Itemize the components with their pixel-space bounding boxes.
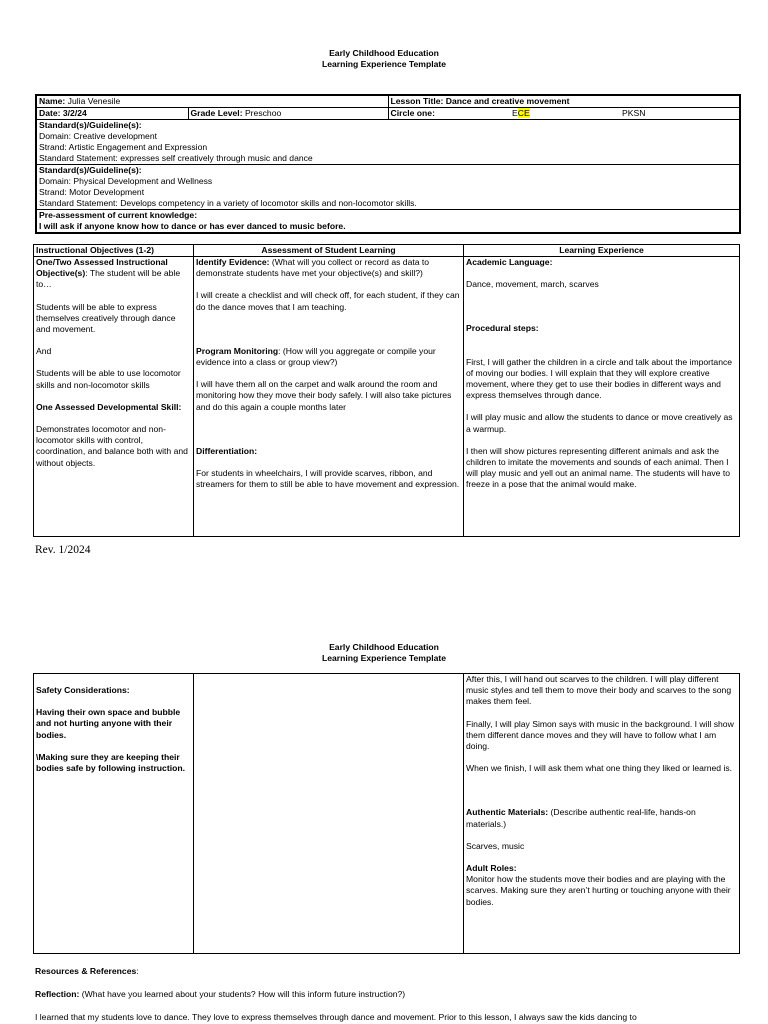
objective-1: Students will be able to express themselves creatively through dance and movement.: [36, 301, 176, 335]
lesson-date: 3/2/24: [62, 108, 87, 118]
procedural-step-2: I will play music and allow the students to dance or move creatively as a warmup.: [466, 412, 733, 434]
name-label: Name:: [39, 96, 66, 106]
learning-plan-header-row: [34, 245, 740, 257]
continuation-table: [33, 673, 740, 954]
assessment-column-header: Assessment of Student Learning: [194, 245, 464, 257]
experience-continuation-cell: [464, 674, 740, 954]
academic-language-text: Dance, movement, march, scarves: [466, 279, 599, 290]
reflection-text: I learned that my students love to dance. They love to express themselves through dance and movement. Prior to this lesson, I always saw the kids dancing to: [35, 1012, 637, 1022]
learning-plan-table: [33, 244, 740, 537]
objective-2: Students will be able to use locomotor skills and non-locomotor skills: [36, 368, 181, 390]
standard-1-strand: Strand: Artistic Engagement and Expression: [39, 142, 208, 152]
standard-2-domain: Domain: Physical Development and Wellness: [39, 176, 213, 186]
objectives-column-header: Instructional Objectives (1-2): [34, 245, 194, 257]
procedural-step-6: When we finish, I will ask them what one thing they liked or learned is.: [466, 763, 733, 774]
safety-item-2: \Making sure they are keeping their bodies safe by following instruction.: [36, 751, 185, 774]
monitoring-prompt: Program Monitoring: (How will you aggregate or compile your evidence into a class or group view?): [196, 345, 436, 368]
lesson-info-table: [35, 94, 741, 234]
reflection-prompt: Reflection: (What have you learned about your students? How will this inform future instruction?): [35, 989, 406, 999]
safety-cell: [34, 674, 194, 954]
procedural-step-5: Finally, I will play Simon says with music in the background. I will show them different dance moves and they will have to follow what I am doing.: [466, 718, 734, 752]
grade-level: Preschoo: [244, 108, 282, 118]
monitoring-text: I will have them all on the carpet and walk around the room and monitoring how they move their body safely. I will also take pictures and do this again a couple months later: [196, 379, 452, 412]
preassessment-cell: [36, 210, 740, 234]
circle-option-ece: ECE: [512, 108, 530, 118]
objectives-cell: [34, 257, 194, 537]
standard-2-row: [36, 165, 740, 210]
highlight-mark: CE: [517, 108, 530, 118]
info-row-name: [36, 95, 740, 108]
header-template-title: Learning Experience Template: [321, 59, 446, 69]
lesson-title-label: Lesson Title:: [390, 96, 444, 106]
authentic-materials-text: Scarves, music: [466, 840, 525, 851]
info-row-date: [36, 108, 740, 120]
adult-roles-label: Adult Roles:: [466, 863, 517, 874]
developmental-skill-text: Demonstrates locomotor and non-locomotor skills with control, coordination, and balance both with and without objects.: [36, 424, 188, 468]
revision-note: Rev. 1/2024: [35, 544, 91, 556]
standard-1-row: [36, 120, 740, 165]
safety-label: Safety Considerations:: [36, 685, 130, 695]
date-cell: [36, 108, 188, 120]
differentiation-text: For students in wheelchairs, I will provide scarves, ribbon, and streamers for them to still be able to have movement and expression.: [196, 468, 460, 490]
date-label: Date:: [39, 108, 61, 118]
teacher-name: Julia Venesile: [67, 96, 121, 106]
procedural-steps-label: Procedural steps:: [466, 323, 539, 334]
preassessment-text: I will ask if anyone know how to dance or has ever danced to music before.: [39, 221, 346, 231]
adult-roles-text: Monitor how the students move their bodies and are playing with the scarves. Making sure they aren’t hurting or touching anyone with their bodies.: [466, 874, 731, 907]
procedural-step-3: I then will show pictures representing different animals and ask the children to imitate the movements and sounds of each animal. Then I will play music and yell out an animal name. The students will have to freeze in a pose that the animal would make.: [466, 445, 730, 490]
standard-1-statement: Standard Statement: expresses self creatively through music and dance: [39, 153, 313, 163]
header-org-title: Early Childhood Education: [329, 48, 439, 58]
header-org-title: Early Childhood Education: [329, 642, 439, 652]
standard-1-domain: Domain: Creative development: [39, 131, 157, 141]
continuation-row: [34, 674, 740, 954]
procedural-step-1: First, I will gather the children in a circle and talk about the importance of moving our bodies. I will explain that they will explore creative movement, where they get to use their bodies in different ways and express themselves through dance.: [466, 356, 733, 401]
standard-1-cell: [36, 120, 740, 165]
differentiation-label: Differentiation:: [196, 445, 258, 456]
assessment-cell: [194, 257, 464, 537]
standard-2-strand: Strand: Motor Development: [39, 187, 145, 197]
evidence-text: I will create a checklist and will check off, for each student, if they can do the dance moves that I am teaching.: [196, 290, 460, 312]
lesson-title: Dance and creative movement: [445, 96, 570, 106]
circle-label: Circle one:: [390, 108, 435, 118]
academic-language-label: Academic Language:: [466, 257, 553, 267]
circle-options-cell: [466, 108, 740, 120]
safety-item-1: Having their own space and bubble and not hurting anyone with their bodies.: [36, 707, 181, 740]
standard-2-label: Standard(s)/Guideline(s):: [39, 165, 142, 175]
evidence-prompt: Identify Evidence: (What will you collect or record as data to demonstrate students have met your objective(s) and skill?): [196, 257, 430, 279]
objective-heading: One/Two Assessed Instructional Objective(s): The student will be able to…: [36, 257, 181, 290]
experience-column-header: Learning Experience: [464, 245, 740, 257]
grade-cell: [188, 108, 388, 120]
name-cell: [36, 95, 388, 108]
objective-and: And: [36, 346, 52, 357]
learning-plan-body-row: [34, 257, 740, 537]
procedural-step-4: After this, I will hand out scarves to the children. I will play different music styles and tell them to move their body and scarves to the song makes them feel.: [466, 674, 732, 707]
page1-header: [0, 48, 768, 70]
authentic-materials-prompt: Authentic Materials: (Describe authentic real-life, hands-on materials.): [466, 807, 696, 829]
standard-1-label: Standard(s)/Guideline(s):: [39, 120, 142, 130]
developmental-skill-heading: One Assessed Developmental Skill:: [36, 401, 182, 412]
header-template-title: Learning Experience Template: [321, 653, 446, 663]
assessment-continuation-cell: [194, 674, 464, 954]
standard-2-statement: Standard Statement: Develops competency in a variety of locomotor skills and non-locomotor skills.: [39, 198, 417, 208]
experience-cell: [464, 257, 740, 537]
page2-header: [0, 642, 768, 664]
circle-label-cell: [388, 108, 466, 120]
circle-option-pksn: PKSN: [622, 108, 646, 118]
standard-2-cell: [36, 165, 740, 210]
preassessment-label: Pre-assessment of current knowledge:: [39, 210, 198, 220]
grade-label: Grade Level:: [190, 108, 243, 118]
preassessment-row: [36, 210, 740, 234]
lesson-title-cell: [388, 95, 740, 108]
resources-heading: Resources & References:: [35, 966, 139, 976]
